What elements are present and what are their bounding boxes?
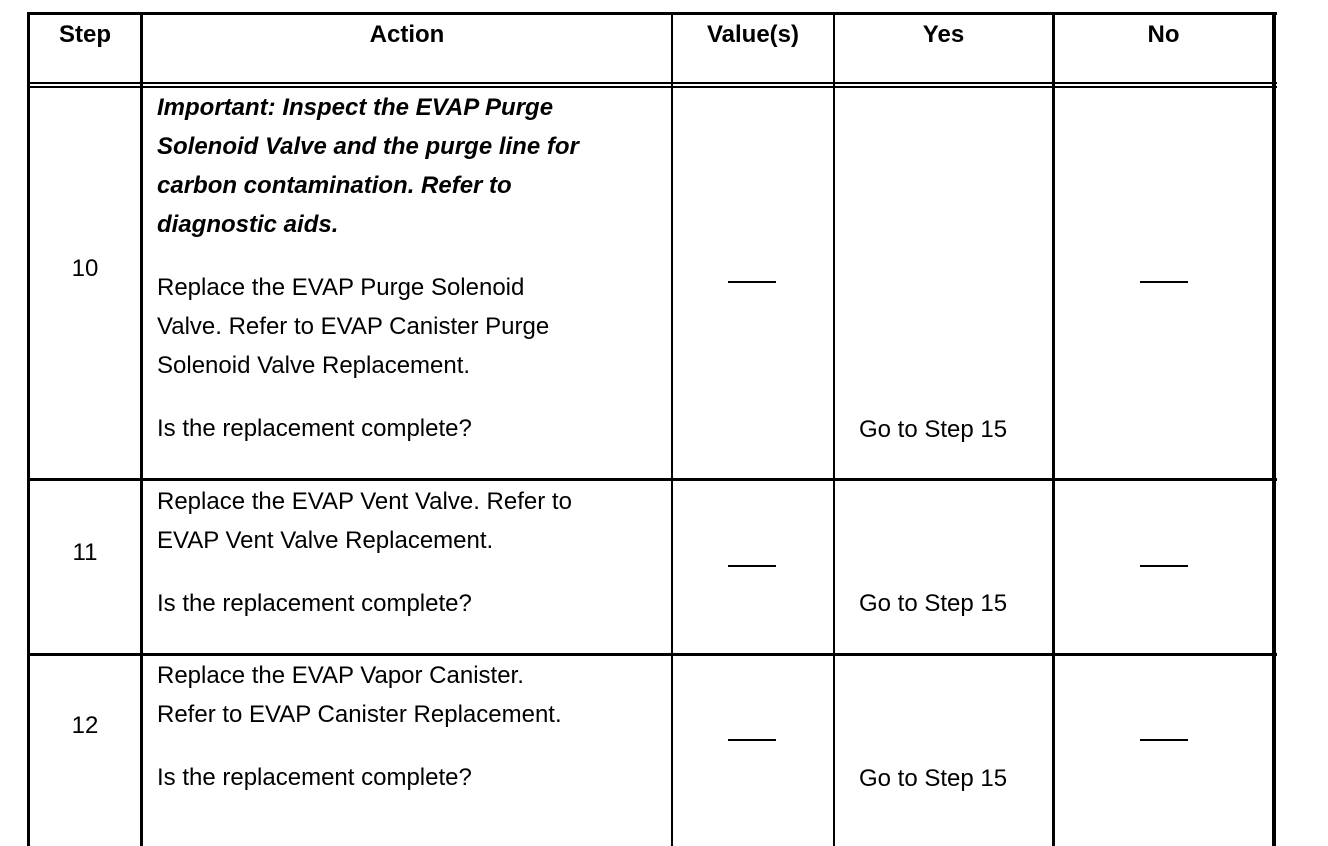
header-values: Value(s) xyxy=(706,21,800,48)
col-divider-4 xyxy=(1052,12,1055,846)
value-dash xyxy=(728,281,776,283)
action-line: Replace the EVAP Vent Valve. Refer to xyxy=(157,488,572,515)
yes-go-to-step: Go to Step 15 xyxy=(859,416,1008,443)
action-line: Replace the EVAP Purge Solenoid xyxy=(157,274,525,301)
col-divider-1 xyxy=(140,12,143,846)
no-dash xyxy=(1140,565,1188,567)
important-note-line: Important: Inspect the EVAP Purge xyxy=(157,94,554,121)
col-divider-2 xyxy=(671,12,673,846)
step-number: 10 xyxy=(71,255,99,282)
important-note-line: diagnostic aids. xyxy=(157,211,339,238)
row-rule-10 xyxy=(27,478,1277,481)
no-dash xyxy=(1140,281,1188,283)
header-rule-1 xyxy=(27,82,1277,84)
table-border-right xyxy=(1272,12,1276,846)
header-yes: Yes xyxy=(922,21,965,48)
value-dash xyxy=(728,739,776,741)
no-dash xyxy=(1140,739,1188,741)
step-number: 12 xyxy=(71,712,99,739)
action-line: Solenoid Valve Replacement. xyxy=(157,352,471,379)
table-border-top xyxy=(27,12,1277,15)
action-line: Valve. Refer to EVAP Canister Purge xyxy=(157,313,550,340)
header-action: Action xyxy=(369,21,445,48)
header-no: No xyxy=(1147,21,1180,48)
action-line: Refer to EVAP Canister Replacement. xyxy=(157,701,562,728)
step-number: 11 xyxy=(72,539,98,566)
important-note-line: Solenoid Valve and the purge line for xyxy=(157,133,579,160)
important-note-line: carbon contamination. Refer to xyxy=(157,172,512,199)
action-question: Is the replacement complete? xyxy=(157,590,472,617)
yes-go-to-step: Go to Step 15 xyxy=(859,590,1008,617)
col-divider-3 xyxy=(833,12,835,846)
action-line: EVAP Vent Valve Replacement. xyxy=(157,527,494,554)
value-dash xyxy=(728,565,776,567)
diagnostic-table xyxy=(27,12,1277,846)
yes-go-to-step: Go to Step 15 xyxy=(859,765,1008,792)
action-line: Replace the EVAP Vapor Canister. xyxy=(157,662,524,689)
action-question: Is the replacement complete? xyxy=(157,415,472,442)
header-step: Step xyxy=(58,21,111,48)
action-question: Is the replacement complete? xyxy=(157,764,472,791)
